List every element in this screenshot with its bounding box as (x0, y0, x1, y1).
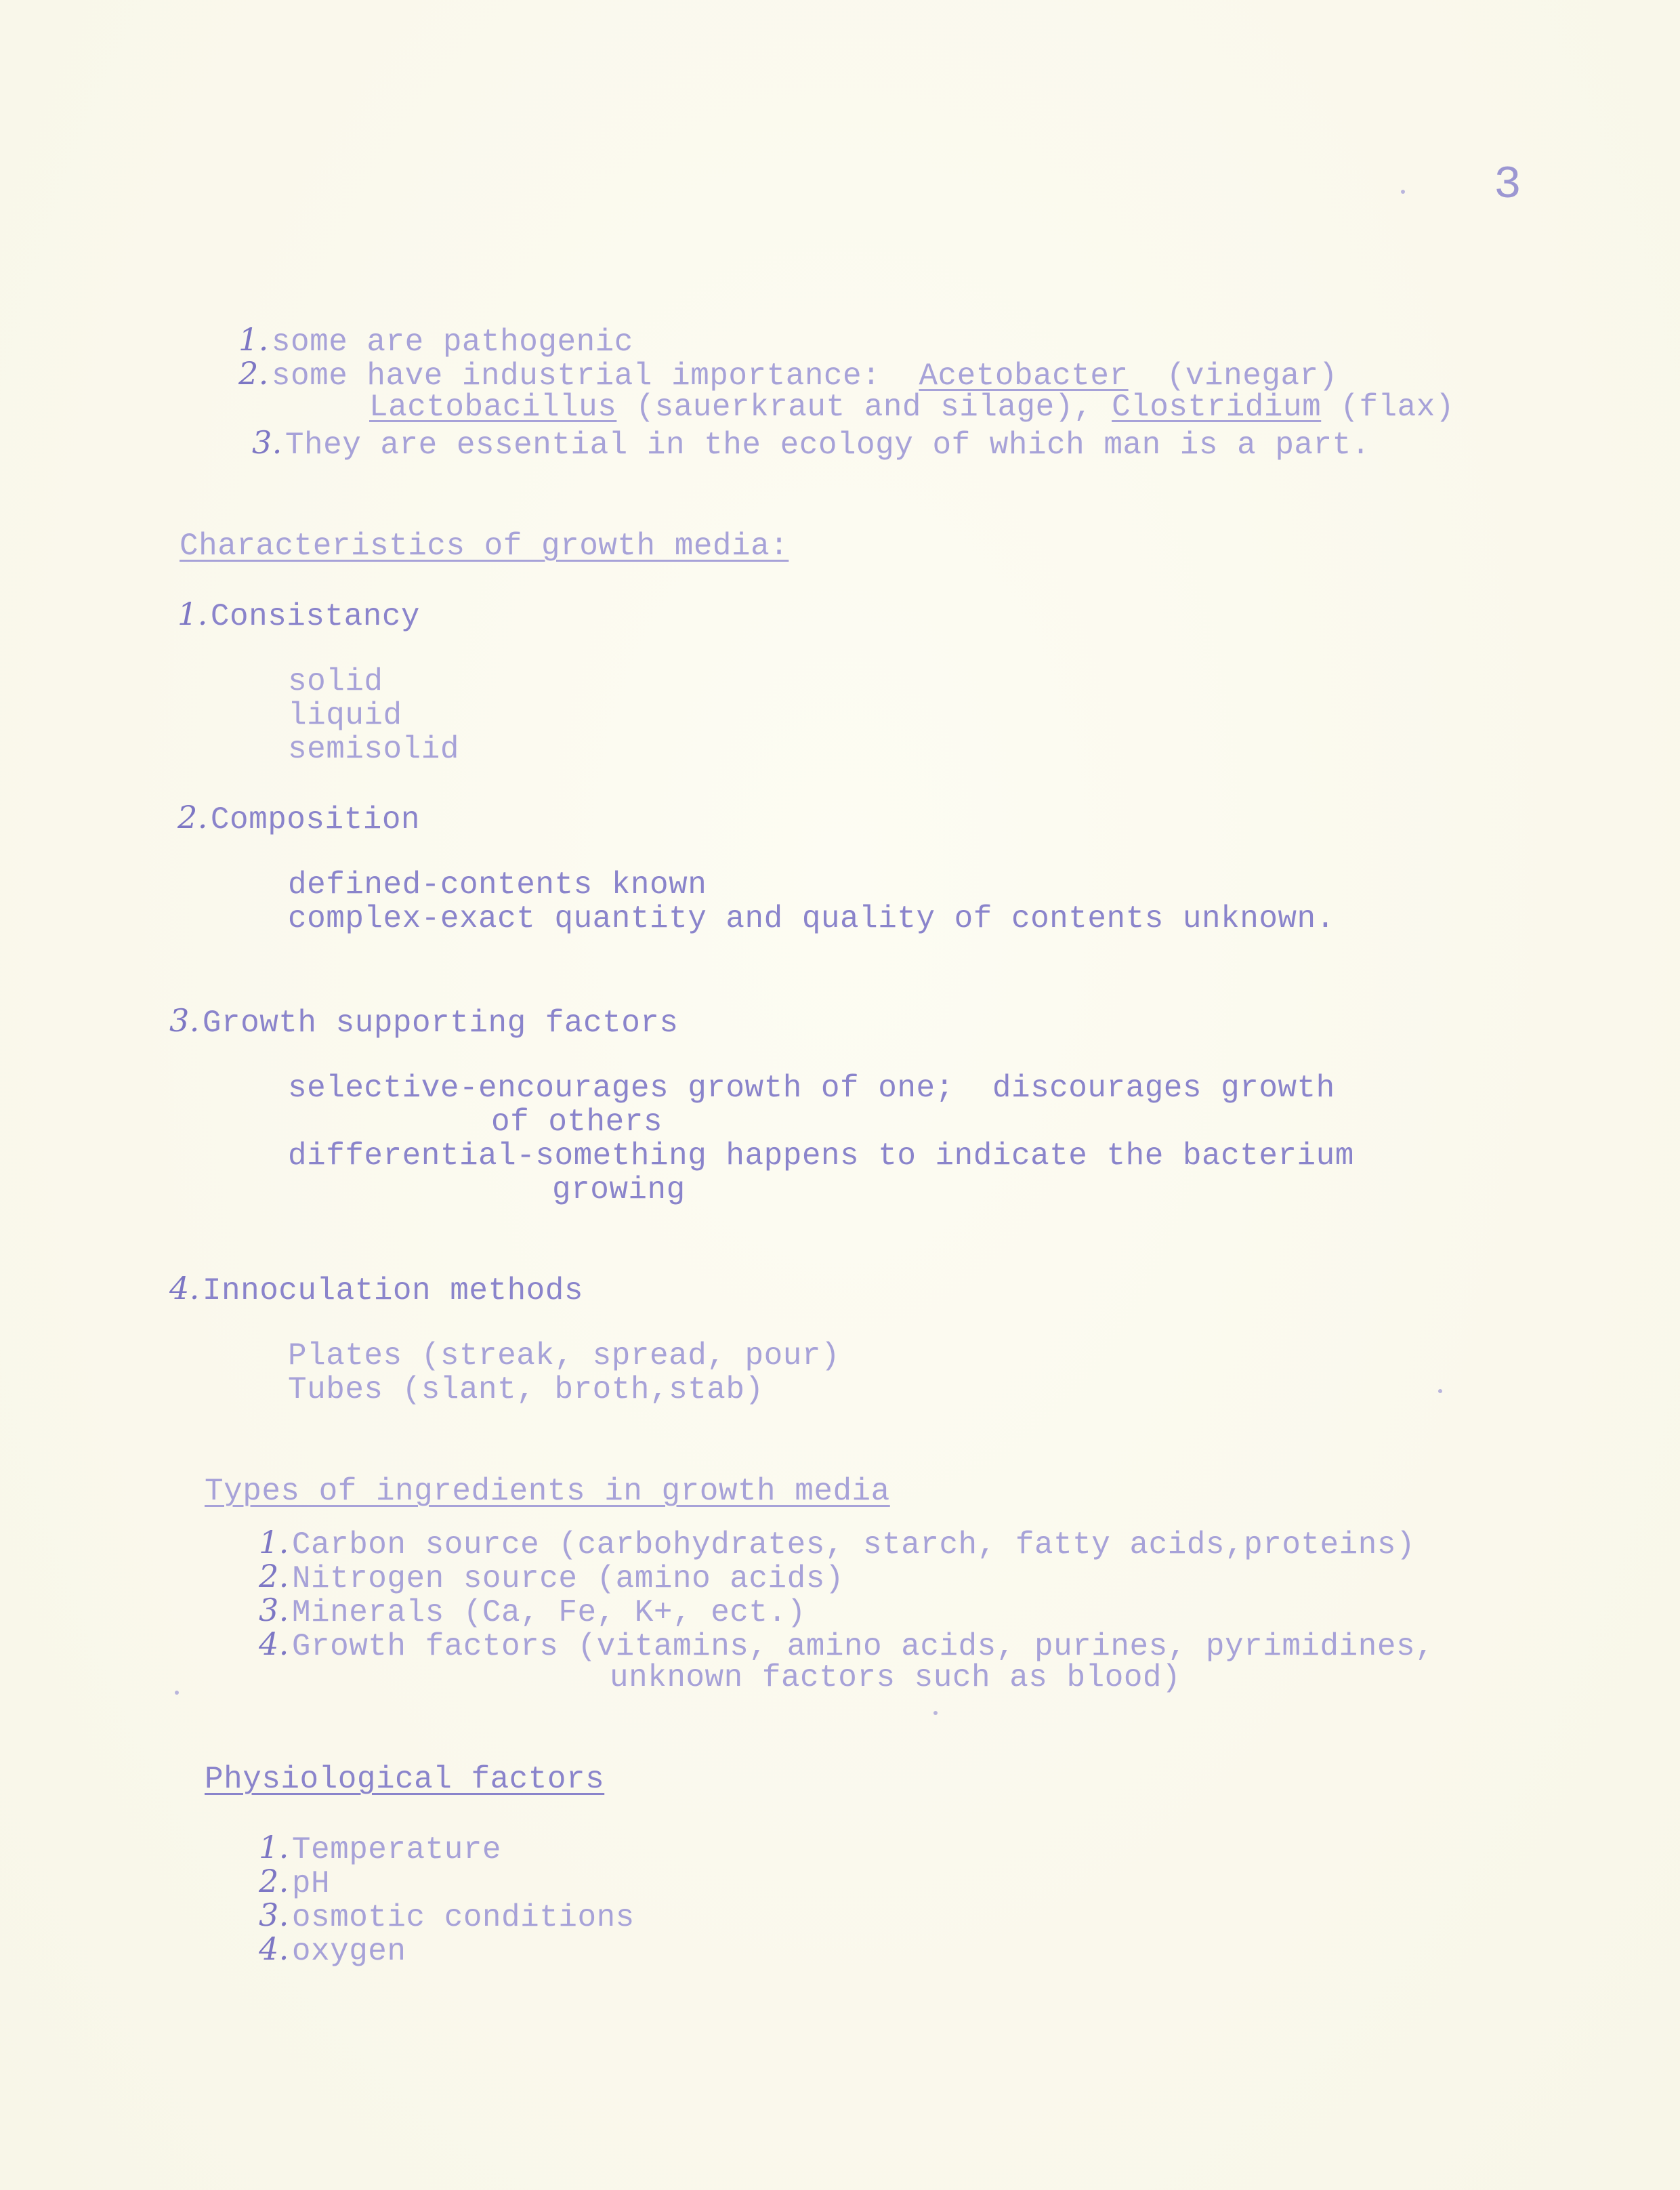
clostridium-term: Clostridium (1112, 390, 1322, 425)
composition-number: 2. (177, 799, 208, 835)
ingredient-number: 3. (259, 1592, 289, 1628)
intro-cont-text-2: (flax) (1321, 390, 1454, 425)
ingredient-item (259, 1525, 1415, 1563)
innoculation-item: Plates (streak, spread, pour) (288, 1338, 841, 1373)
innoculation-label: Innoculation methods (202, 1273, 583, 1308)
ingredient-text: Carbon source (carbohydrates, starch, fatty acids,proteins) (291, 1527, 1416, 1563)
growth-media-heading: Characteristics of growth media: (180, 529, 789, 564)
supporting-label: Growth supporting factors (202, 1006, 679, 1041)
paper-speck (1438, 1389, 1442, 1393)
supporting-number: 3. (169, 1002, 200, 1039)
ingredient-item (259, 1592, 806, 1630)
intro-item-1-number: 1. (238, 321, 269, 358)
composition-item: complex-exact quantity and quality of contents unknown. (288, 901, 1335, 936)
ingredient-text: Minerals (Ca, Fe, K+, ect.) (291, 1595, 806, 1630)
intro-item-3 (252, 425, 1370, 463)
supporting-item: selective-encourages growth of one; discourages growth (288, 1071, 1335, 1106)
intro-item-2 (238, 356, 1338, 394)
composition-title (177, 800, 420, 838)
ingredient-continuation: unknown factors such as blood) (610, 1660, 1181, 1695)
supporting-item: of others (491, 1104, 663, 1140)
physiological-text: oxygen (291, 1934, 406, 1969)
consistancy-label: Consistancy (210, 599, 421, 634)
intro-item-1 (238, 322, 633, 360)
intro-item-2-continuation (369, 390, 1454, 425)
physiological-number: 4. (259, 1930, 289, 1967)
ingredient-item (259, 1558, 844, 1596)
physiological-item (259, 1830, 501, 1867)
ingredient-number: 2. (259, 1558, 289, 1594)
intro-item-2-number: 2. (238, 355, 269, 392)
physiological-number: 2. (259, 1863, 289, 1899)
ingredient-number: 1. (259, 1524, 289, 1561)
composition-item: defined-contents known (288, 867, 707, 903)
ingredients-heading: Types of ingredients in growth media (205, 1474, 890, 1509)
ingredient-text: Nitrogen source (amino acids) (291, 1561, 844, 1596)
physiological-text: osmotic conditions (291, 1900, 635, 1935)
lactobacillus-term: Lactobacillus (369, 390, 617, 425)
intro-item-3-number: 3. (252, 424, 282, 461)
ingredient-item (259, 1626, 1434, 1664)
composition-label: Composition (210, 802, 421, 838)
consistancy-item: liquid (288, 698, 402, 733)
physiological-text: Temperature (291, 1832, 502, 1867)
paper-speck (175, 1691, 179, 1695)
acetobacter-term: Acetobacter (919, 358, 1129, 394)
consistancy-title (177, 596, 420, 634)
ingredient-number: 4. (259, 1626, 289, 1662)
supporting-item: differential-something happens to indicate the bacterium (288, 1138, 1354, 1174)
paper-speck (1401, 190, 1405, 194)
physiological-text: pH (291, 1866, 331, 1901)
consistancy-item: solid (288, 664, 383, 699)
supporting-item: growing (552, 1172, 686, 1207)
supporting-title (169, 1003, 679, 1041)
physiological-item (259, 1863, 330, 1901)
intro-cont-text-1: (sauerkraut and silage), (616, 390, 1112, 425)
intro-item-2-text: some have industrial importance: (271, 358, 919, 394)
intro-item-1-text: some are pathogenic (271, 325, 633, 360)
physiological-item (259, 1897, 635, 1935)
page-number: 3 (1494, 159, 1521, 211)
ingredient-text: Growth factors (vitamins, amino acids, purines, pyrimidines, (291, 1629, 1435, 1664)
consistancy-number: 1. (177, 596, 208, 632)
consistancy-item: semisolid (288, 732, 459, 767)
intro-item-2-after: (vinegar) (1128, 358, 1338, 394)
intro-item-3-text: They are essential in the ecology of which man is a part. (285, 428, 1370, 463)
physiological-item (259, 1931, 406, 1969)
physiological-number: 1. (259, 1829, 289, 1865)
innoculation-title (169, 1270, 583, 1308)
paper-speck (933, 1711, 938, 1715)
innoculation-number: 4. (169, 1270, 200, 1306)
innoculation-item: Tubes (slant, broth,stab) (288, 1372, 764, 1407)
physiological-number: 3. (259, 1897, 289, 1933)
physiological-heading: Physiological factors (205, 1762, 605, 1797)
